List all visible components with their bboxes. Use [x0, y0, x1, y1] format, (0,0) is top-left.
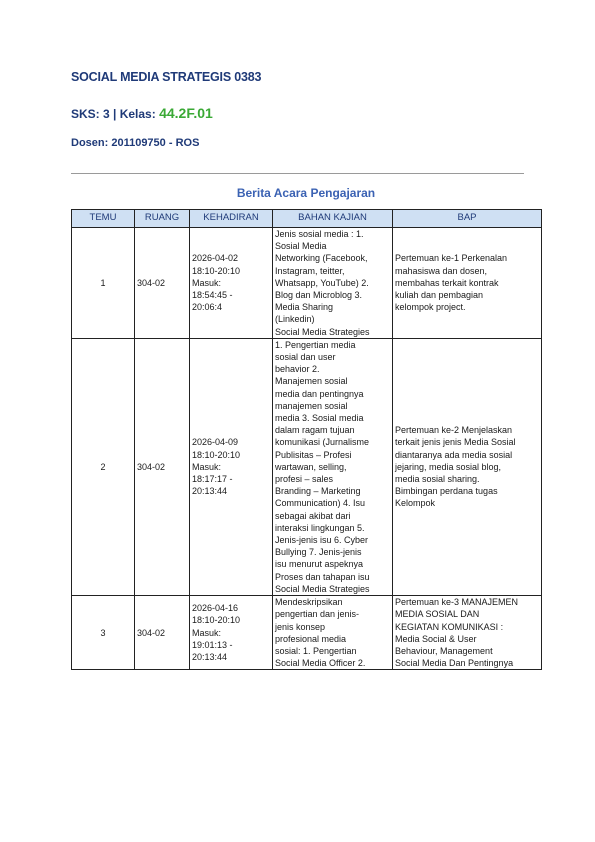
- bap-line: media sosial sharing.: [395, 474, 480, 485]
- temu-cell: 1: [72, 228, 135, 339]
- kelas-value: 44.2F.01: [159, 105, 213, 121]
- bahan-line: wartawan, selling,: [275, 461, 347, 472]
- bap-line: terkait jenis jenis Media Sosial: [395, 437, 516, 448]
- bap-cell: [393, 228, 542, 339]
- bahan-line: sosial dan user: [275, 352, 336, 363]
- table-header-row: [72, 210, 542, 228]
- kehadiran-line: Masuk:: [192, 461, 222, 472]
- bahan-line: profesional media: [275, 633, 347, 644]
- kehadiran-line: 19:01:13 -: [192, 639, 233, 650]
- bap-line: Behaviour, Management: [395, 645, 493, 656]
- bahan-line: Whatsapp, YouTube) 2.: [275, 277, 369, 288]
- bahan-line: Sosial Media: [275, 241, 327, 252]
- bahan-line: Social Media Strategies: [275, 583, 370, 594]
- kehadiran-cell: [190, 596, 273, 670]
- ruang-cell: 304-02: [135, 596, 190, 670]
- table-row: [72, 338, 542, 595]
- bahan-line: jenis konsep: [275, 621, 326, 632]
- bap-line: Pertemuan ke-1 Perkenalan: [395, 253, 508, 264]
- table-row: [72, 596, 542, 670]
- bahan-line: profesi – sales: [275, 474, 334, 485]
- header-ruang: RUANG: [135, 210, 190, 228]
- kehadiran-line: Masuk:: [192, 277, 222, 288]
- bap-line: MEDIA SOSIAL DAN: [395, 609, 480, 620]
- divider-line: [71, 173, 524, 174]
- table-row: [72, 228, 542, 339]
- bahan-line: interaksi lingkungan 5.: [275, 522, 365, 533]
- kehadiran-cell: [190, 228, 273, 339]
- bahan-line: (Linkedin): [275, 314, 315, 325]
- bap-line: jejaring, media sosial blog,: [395, 461, 502, 472]
- kehadiran-line: 18:17:17 -: [192, 474, 233, 485]
- bahan-line: Social Media Strategies: [275, 326, 370, 337]
- bap-cell: [393, 338, 542, 595]
- bahan-line: Publisitas – Profesi: [275, 449, 352, 460]
- bahan-line: media 3. Sosial media: [275, 413, 364, 424]
- header-bahan-kajian: BAHAN KAJIAN: [273, 210, 393, 228]
- bap-line: Pertemuan ke-2 Menjelaskan: [395, 425, 513, 436]
- bahan-line: pengertian dan jenis-: [275, 609, 360, 620]
- bap-line: Media Social & User: [395, 633, 477, 644]
- bahan-line: behavior 2.: [275, 364, 320, 375]
- bahan-line: Jenis sosial media : 1.: [275, 229, 364, 239]
- bap-line: Bimbingan perdana tugas: [395, 486, 498, 497]
- kehadiran-line: 2026-04-09: [192, 437, 239, 448]
- bahan-line: 1. Pengertian media: [275, 339, 356, 350]
- header-temu: TEMU: [72, 210, 135, 228]
- bap-line: Social Media Dan Pentingnya: [395, 658, 514, 669]
- bap-line: diantaranya ada media sosial: [395, 449, 513, 460]
- kehadiran-line: 2026-04-02: [192, 253, 239, 264]
- bahan-line: Branding – Marketing: [275, 486, 361, 497]
- bahan-line: Mendeskripsikan: [275, 597, 343, 608]
- bahan-line: Manajemen sosial: [275, 376, 348, 387]
- bahan-kajian-cell: [273, 228, 393, 339]
- ruang-cell: 304-02: [135, 228, 190, 339]
- bahan-line: dalam ragam tujuan: [275, 425, 355, 436]
- bahan-line: sosial: 1. Pengertian: [275, 645, 357, 656]
- header-bap: BAP: [393, 210, 542, 228]
- bahan-line: Networking (Facebook,: [275, 253, 368, 264]
- bap-table: [71, 209, 542, 670]
- bahan-line: Communication) 4. Isu: [275, 498, 366, 509]
- kehadiran-line: Masuk:: [192, 627, 222, 638]
- bahan-line: sebagai akibat dari: [275, 510, 351, 521]
- bap-line: kelompok project.: [395, 302, 466, 313]
- temu-cell: 3: [72, 596, 135, 670]
- kehadiran-cell: [190, 338, 273, 595]
- bahan-line: Blog dan Microblog 3.: [275, 290, 363, 301]
- bahan-line: Instagram, teitter,: [275, 265, 345, 276]
- header-kehadiran: KEHADIRAN: [190, 210, 273, 228]
- bahan-line: media dan pentingnya: [275, 388, 364, 399]
- course-title: SOCIAL MEDIA STRATEGIS 0383: [71, 70, 262, 84]
- kehadiran-line: 18:10-20:10: [192, 449, 241, 460]
- sks-kelas-line: [71, 105, 213, 121]
- bap-cell: [393, 596, 542, 670]
- temu-cell: 2: [72, 338, 135, 595]
- kehadiran-line: 18:54:45 -: [192, 290, 233, 301]
- bap-line: membahas terkait kontrak: [395, 277, 499, 288]
- bap-line: mahasiswa dan dosen,: [395, 265, 488, 276]
- dosen-line: Dosen: 201109750 - ROS: [71, 137, 200, 149]
- bap-line: kuliah dan pembagian: [395, 290, 484, 301]
- bahan-kajian-cell: [273, 596, 393, 670]
- bahan-line: Social Media Officer 2.: [275, 658, 366, 669]
- ruang-cell: 304-02: [135, 338, 190, 595]
- bap-line: Pertemuan ke-3 MANAJEMEN: [395, 597, 519, 608]
- bahan-line: Bullying 7. Jenis-jenis: [275, 547, 362, 558]
- bahan-line: Jenis-jenis isu 6. Cyber: [275, 535, 369, 546]
- kehadiran-line: 20:13:44: [192, 486, 228, 497]
- bahan-line: Media Sharing: [275, 302, 334, 313]
- bahan-line: isu menurut aspeknya: [275, 559, 364, 570]
- kehadiran-line: 20:06:4: [192, 302, 223, 313]
- section-title: Berita Acara Pengajaran: [236, 186, 376, 200]
- bahan-line: komunikasi (Jurnalisme: [275, 437, 370, 448]
- kehadiran-line: 18:10-20:10: [192, 615, 241, 626]
- sks-label: SKS: 3 | Kelas:: [71, 107, 156, 121]
- kehadiran-line: 20:13:44: [192, 652, 228, 662]
- bahan-line: Proses dan tahapan isu: [275, 571, 370, 582]
- bap-line: KEGIATAN KOMUNIKASI :: [395, 621, 504, 632]
- bahan-kajian-cell: [273, 338, 393, 595]
- bap-line: Kelompok: [395, 498, 436, 509]
- kehadiran-line: 2026-04-16: [192, 603, 239, 614]
- bahan-line: manajemen sosial: [275, 400, 348, 411]
- kehadiran-line: 18:10-20:10: [192, 265, 241, 276]
